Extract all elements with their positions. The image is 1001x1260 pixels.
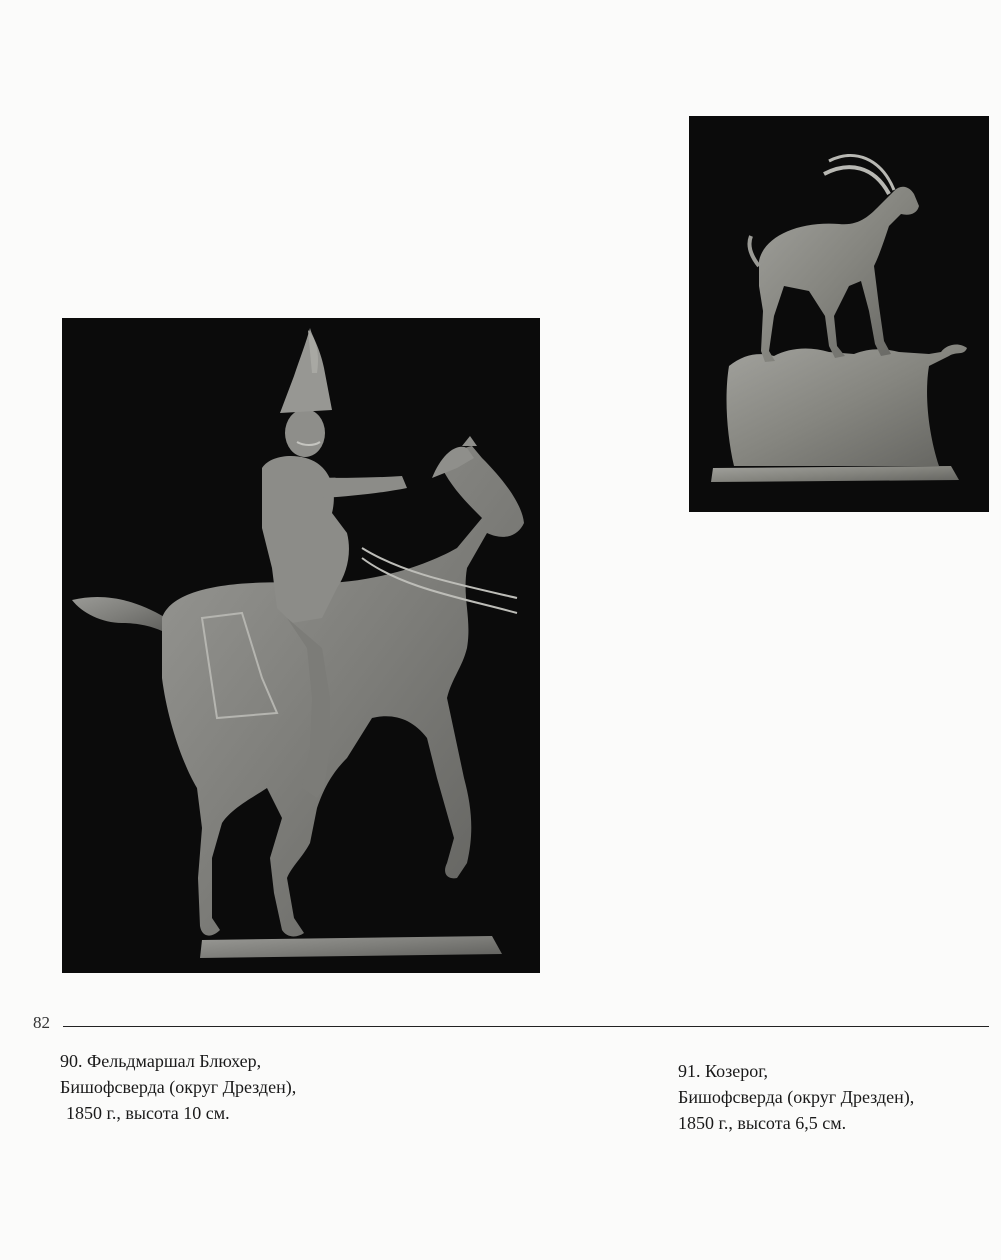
caption-line: Бишофсверда (округ Дрезден),: [678, 1087, 915, 1107]
caption-line: 1850 г., высота 10 см.: [66, 1103, 230, 1123]
field-marshal-figure-image: [62, 318, 540, 973]
figure-91-caption: [678, 1058, 914, 1136]
caption-line: 91. Козерог,: [678, 1061, 769, 1081]
page-number: 82: [33, 1013, 50, 1032]
figure-90-photo: [62, 318, 540, 973]
figure-91-photo: [689, 116, 989, 512]
caption-line: 90. Фельдмаршал Блюхер,: [60, 1051, 262, 1071]
caption-line: 1850 г., высота 6,5 см.: [678, 1113, 847, 1133]
caption-line: Бишофсверда (округ Дрезден),: [60, 1077, 297, 1097]
caption-divider-rule: [63, 1026, 989, 1027]
figure-90-caption: [60, 1048, 296, 1126]
capricorn-figure-image: [689, 116, 989, 512]
